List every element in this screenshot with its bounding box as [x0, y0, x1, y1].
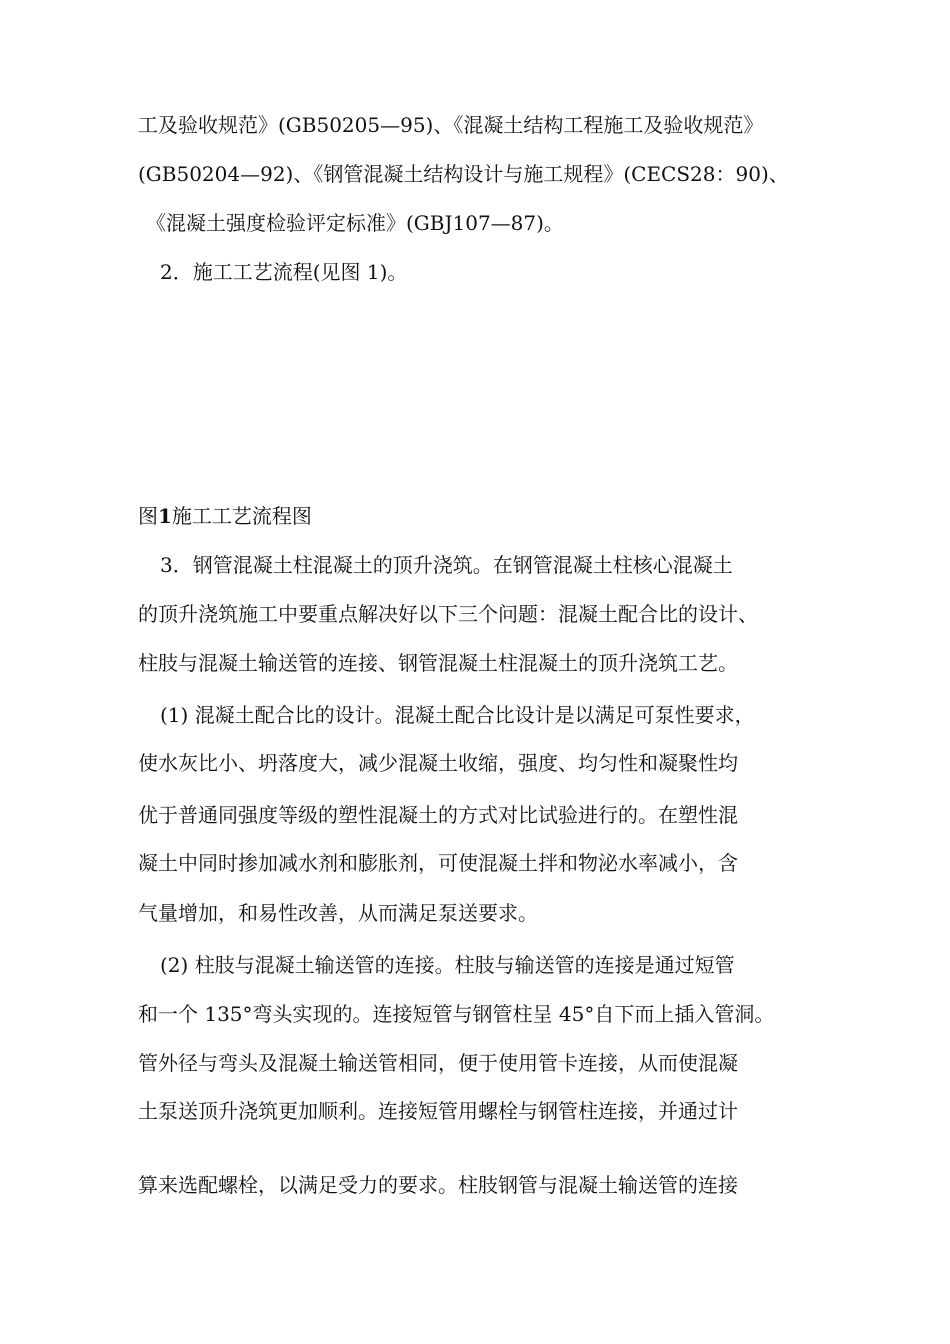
figure-caption-prefix: 图 [138, 504, 158, 528]
text-line: 凝土中同时掺加减水剂和膨胀剂，可使混凝土拌和物泌水率减小，含 [138, 851, 738, 875]
text-line: 工及验收规范》(GB50205—95)、《混凝土结构工程施工及验收规范》 [138, 113, 764, 137]
figure-caption [138, 502, 828, 530]
text-line: 和一个 135°弯头实现的。连接短管与钢管柱呈 45°自下而上插入管洞。 [138, 1002, 775, 1026]
text-line: 算来选配螺栓，以满足受力的要求。柱肢钢管与混凝土输送管的连接 [138, 1173, 738, 1197]
text-line: 使水灰比小、坍落度大，减少混凝土收缩，强度、均匀性和凝聚性均 [138, 751, 738, 775]
text-line: 气量增加，和易性改善，从而满足泵送要求。 [138, 901, 538, 925]
text-line: 优于普通同强度等级的塑性混凝土的方式对比试验进行的。在塑性混 [138, 803, 738, 827]
text-line: 柱肢与混凝土输送管的连接、钢管混凝土柱混凝土的顶升浇筑工艺。 [138, 651, 738, 675]
text-line: 3．钢管混凝土柱混凝土的顶升浇筑。在钢管混凝土柱核心混凝土 [160, 553, 733, 577]
text-line: (GB50204—92)、《钢管混凝土结构设计与施工规程》(CECS28：90)、 [138, 162, 789, 186]
text-line: (2) 柱肢与混凝土输送管的连接。柱肢与输送管的连接是通过短管 [160, 953, 735, 977]
section-heading: 2．施工工艺流程(见图 1)。 [160, 260, 408, 284]
text-line: 土泵送顶升浇筑更加顺利。连接短管用螺栓与钢管柱连接，并通过计 [138, 1099, 738, 1123]
text-line: 管外径与弯头及混凝土输送管相同，便于使用管卡连接，从而使混凝 [138, 1051, 738, 1075]
text-line: (1) 混凝土配合比的设计。混凝土配合比设计是以满足可泵性要求， [160, 703, 755, 727]
figure-caption-title: 施工工艺流程图 [171, 504, 312, 528]
text-line: 《混凝土强度检验评定标准》(GBJ107—87)。 [146, 211, 564, 235]
text-line: 的顶升浇筑施工中要重点解决好以下三个问题：混凝土配合比的设计、 [138, 602, 758, 626]
figure-caption-number: 1 [158, 504, 172, 528]
